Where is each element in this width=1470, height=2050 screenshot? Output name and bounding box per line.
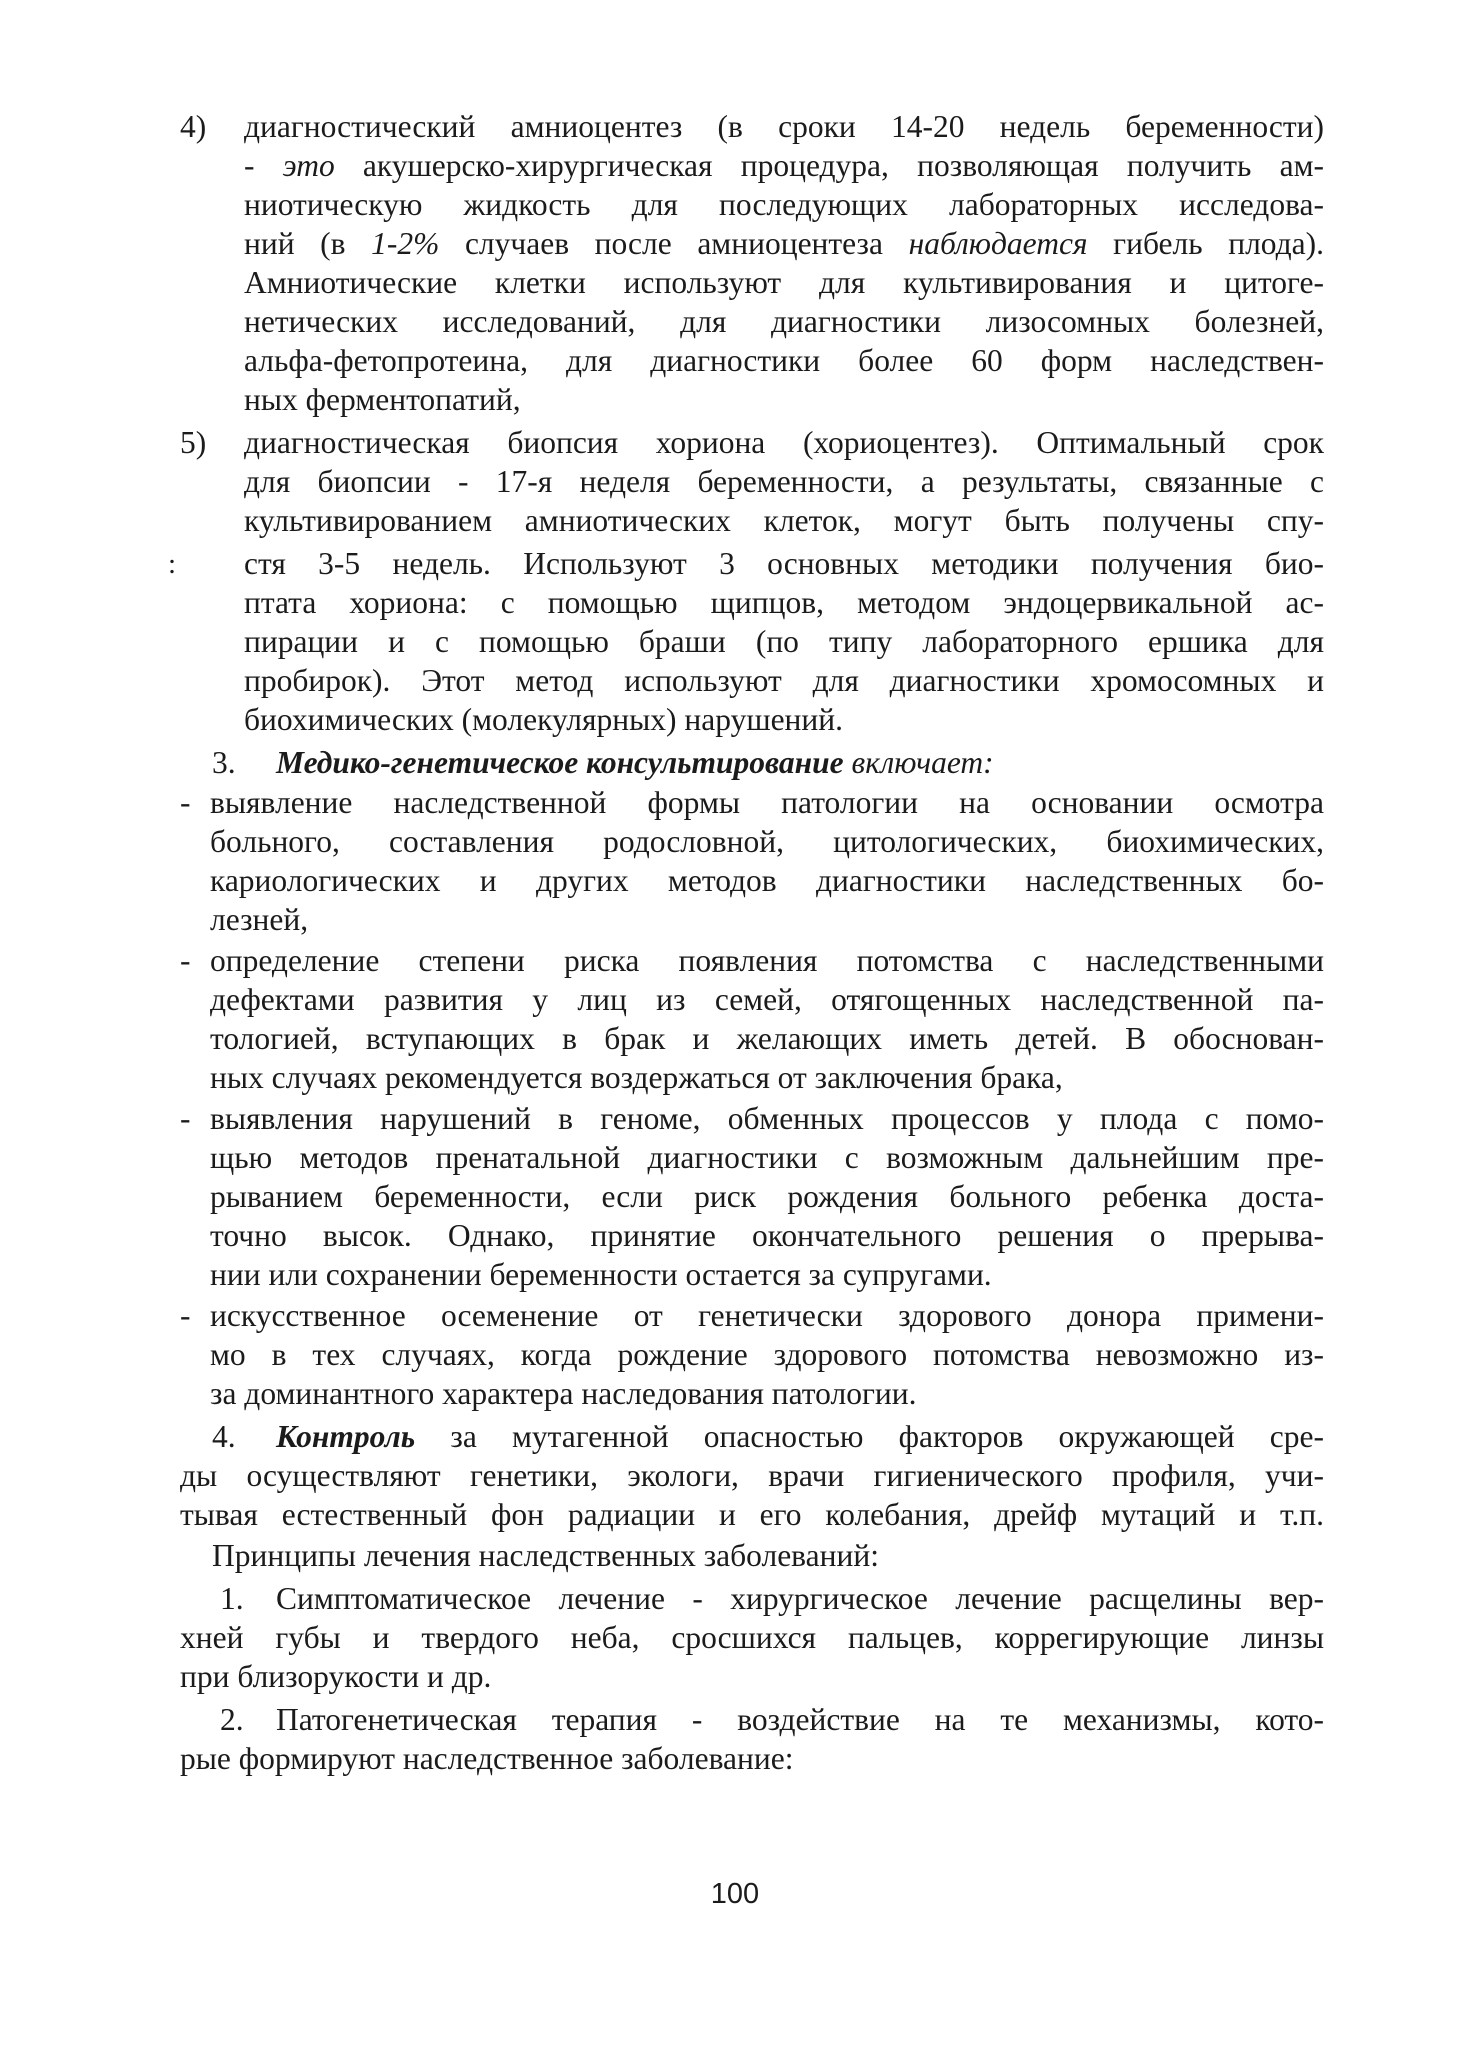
text-line: Симптоматическое лечение - хирургическое лечение расщелины вер- — [276, 1581, 1324, 1616]
text-line: искусственное осеменение от генетически здорового донора примени- — [210, 1298, 1324, 1333]
bold-term: Контроль — [276, 1419, 416, 1454]
paragraph-heading: Принципы лечения наследственных заболеваний: — [212, 1538, 879, 1573]
text-line: пирации и с помощью браши (по типу лабораторного ершика для — [244, 624, 1324, 659]
text-line: при близорукости и др. — [180, 1659, 492, 1694]
text-line: ных ферментопатий, — [244, 382, 521, 417]
text-line: дефектами развития у лиц из семей, отягощенных наследственной па- — [210, 982, 1324, 1017]
text-line: тывая естественный фон радиации и его колебания, дрейф мутаций и т.п. — [180, 1497, 1324, 1532]
text-line: стя 3-5 недель. Используют 3 основных методики получения био- — [244, 546, 1324, 581]
text-line: птата хориона: с помощью щипцов, методом эндоцервикальной ас- — [244, 585, 1324, 620]
page-number: 100 — [710, 1878, 760, 1910]
text-line: ниотическую жидкость для последующих лабораторных исследова- — [244, 187, 1324, 222]
text-line: альфа-фетопротеина, для диагностики более 60 форм наследствен- — [244, 343, 1324, 378]
text-line: точно высок. Однако, принятие окончательного решения о прерыва- — [210, 1218, 1324, 1253]
text-line: ных случаях рекомендуется воздержаться от заключения брака, — [210, 1060, 1063, 1095]
text-line: мо в тех случаях, когда рождение здорового потомства невозможно из- — [210, 1337, 1324, 1372]
text-line: Патогенетическая терапия - воздействие на те механизмы, кото- — [276, 1702, 1324, 1737]
text-line: кариологических и других методов диагностики наследственных бо- — [210, 863, 1324, 898]
text-line: лезней, — [210, 902, 309, 937]
list-number: 2. — [220, 1702, 244, 1737]
text-line: нетических исследований, для диагностики лизосомных болезней, — [244, 304, 1324, 339]
text-line: выявления нарушений в геноме, обменных процессов у плода с помо- — [210, 1101, 1324, 1136]
text-line: - это акушерско-хирургическая процедура, позволяющая получить ам- — [244, 148, 1324, 183]
text-line: определение степени риска появления потомства с наследственными — [210, 943, 1324, 978]
text-line: больного, составления родословной, цитологических, биохимических, — [210, 824, 1324, 859]
text-line: за доминантного характера наследования патологии. — [210, 1376, 917, 1411]
text-line: рыванием беременности, если риск рождения больного ребенка доста- — [210, 1179, 1324, 1214]
italic-text: наблюдается — [908, 226, 1088, 261]
text-line: ний (в 1-2% случаев после амниоцентеза наблюдается гибель плода). — [244, 226, 1325, 261]
italic-text: это — [282, 148, 335, 183]
text-line: ды осуществляют генетики, экологи, врачи гигиенического профиля, учи- — [180, 1458, 1324, 1493]
list-dash: - — [180, 785, 191, 820]
text-line: тологией, вступающих в брак и желающих иметь детей. В обоснован- — [210, 1021, 1324, 1056]
text-line: пробирок). Этот метод используют для диагностики хромосомных и — [244, 663, 1324, 698]
text-line: нии или сохранении беременности остается за супругами. — [210, 1257, 992, 1292]
text-line: биохимических (молекулярных) нарушений. — [244, 702, 844, 737]
list-dash: - — [180, 1101, 191, 1136]
text-line: щью методов пренатальной диагностики с возможным дальнейшим пре- — [210, 1140, 1324, 1175]
italic-text: 1-2% — [371, 226, 440, 261]
text-line: хней губы и твердого неба, сросшихся пальцев, коррегирующие линзы — [180, 1620, 1324, 1655]
text-line: для биопсии - 17-я неделя беременности, а результаты, связанные с — [244, 464, 1324, 499]
text-line: культивированием амниотических клеток, могут быть получены спу- — [244, 503, 1324, 538]
text-line: Контроль за мутагенной опасностью факторов окружающей сре- — [276, 1419, 1324, 1454]
section-number: 4. — [212, 1419, 236, 1454]
text-line: диагностическая биопсия хориона (хориоцентез). Оптимальный срок — [244, 425, 1324, 460]
section-number: 3. — [212, 745, 236, 780]
text-line: Амниотические клетки используют для культивирования и цитоге- — [244, 265, 1324, 300]
list-dash: - — [180, 1298, 191, 1333]
list-number: 5) — [180, 425, 207, 460]
section-heading: Медико-генетическое консультирование включает: — [276, 745, 994, 780]
list-number: 1. — [220, 1581, 244, 1616]
stray-mark: : — [168, 548, 177, 580]
list-number: 4) — [180, 109, 207, 144]
list-dash: - — [180, 943, 191, 978]
text-line: диагностический амниоцентез (в сроки 14-20 недель беременности) — [244, 109, 1324, 144]
text-line: выявление наследственной формы патологии на основании осмотра — [210, 785, 1324, 820]
text-line: рые формируют наследственное заболевание: — [180, 1741, 794, 1776]
